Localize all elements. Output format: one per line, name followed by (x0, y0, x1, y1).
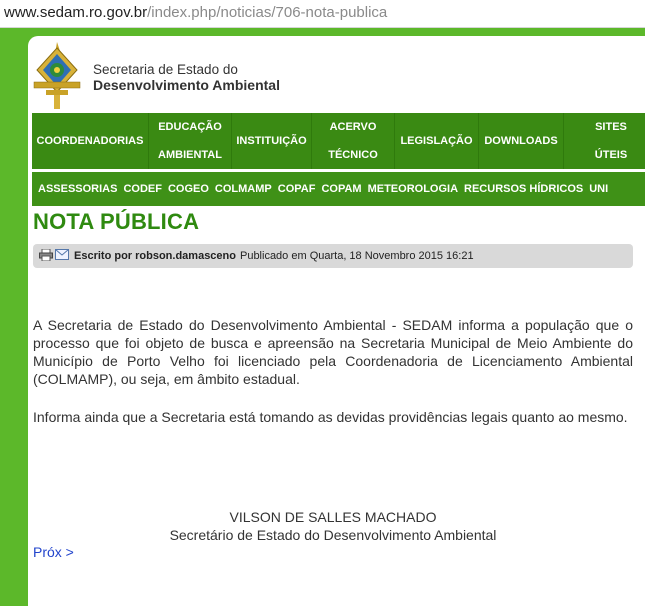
next-article-link[interactable]: Próx > (33, 544, 74, 560)
nav-legislacao[interactable] (395, 113, 479, 169)
nav-label-line2: ÚTEIS (594, 149, 628, 161)
nav-educacao-ambiental[interactable] (149, 113, 232, 169)
site-title[interactable] (93, 62, 280, 93)
nav-label-line2: TÉCNICO (328, 149, 378, 161)
article-body (33, 316, 633, 446)
subnav-codef[interactable]: CODEF (123, 183, 162, 195)
site-header (28, 36, 645, 112)
url-host: www.sedam.ro.gov.br (4, 4, 148, 21)
url-text[interactable] (4, 4, 387, 21)
nav-label: DOWNLOADS (484, 135, 558, 147)
nav-label: COORDENADORIAS (36, 135, 144, 147)
url-path: /index.php/noticias/706-nota-publica (147, 4, 388, 21)
article-meta (33, 244, 633, 268)
signature-role: Secretário de Estado do Desenvolvimento Ambiental (169, 527, 497, 543)
subnav-meteorologia[interactable]: METEOROLOGIA (367, 183, 459, 195)
subnav-colmamp[interactable]: COLMAMP (214, 183, 272, 195)
subnav-copaf[interactable]: COPAF (277, 183, 316, 195)
nav-coordenadorias[interactable] (32, 113, 149, 169)
print-icon[interactable] (39, 249, 53, 264)
address-bar[interactable] (0, 0, 645, 28)
nav-acervo-tecnico[interactable] (312, 113, 395, 169)
nav-label: INSTITUIÇÃO (236, 135, 307, 147)
article-paragraph-2: Informa ainda que a Secretaria está tomando as devidas providências legais quanto ao mesmo. (33, 409, 628, 425)
signature-name: VILSON DE SALLES MACHADO (229, 509, 437, 525)
main-nav (32, 113, 645, 169)
nav-label: ACERVO (329, 121, 377, 133)
nav-label: SITES (595, 121, 627, 133)
nav-downloads[interactable] (479, 113, 564, 169)
article-paragraph-1: A Secretaria de Estado do Desenvolvimento Ambiental - SEDAM informa a população que o processo que foi objeto de busca e apreensão na Secretaria Municipal de Meio Ambiente do Município de Porto Velho foi licenciado pela Coordenadoria de Licenciamento Ambiental (COLMAMP), ou seja, em âmbito estadual. (33, 317, 633, 387)
subnav-uni[interactable]: UNI (589, 183, 609, 195)
sub-nav (32, 172, 645, 206)
email-icon[interactable] (55, 249, 69, 263)
subnav-copam[interactable]: COPAM (321, 183, 362, 195)
page-container (28, 36, 645, 606)
published-date: Publicado em Quarta, 18 Novembro 2015 16:21 (239, 250, 474, 262)
subnav-assessorias[interactable]: ASSESSORIAS (38, 183, 118, 195)
signature (33, 508, 633, 544)
author-label: Escrito por robson.damasceno (74, 250, 236, 262)
nav-sites-uteis[interactable] (564, 113, 645, 169)
site-title-line1: Secretaria de Estado do (93, 62, 238, 77)
nav-instituicao[interactable] (232, 113, 312, 169)
subnav-cogeo[interactable]: COGEO (167, 183, 209, 195)
page-title: NOTA PÚBLICA (33, 209, 200, 234)
nav-label: EDUCAÇÃO (158, 121, 222, 133)
subnav-recursos-hidricos[interactable]: RECURSOS HÍDRICOS (464, 183, 584, 195)
site-title-line2: Desenvolvimento Ambiental (93, 77, 280, 93)
sedam-logo[interactable] (32, 40, 82, 112)
nav-label: LEGISLAÇÃO (400, 135, 473, 147)
nav-label-line2: AMBIENTAL (158, 149, 222, 161)
